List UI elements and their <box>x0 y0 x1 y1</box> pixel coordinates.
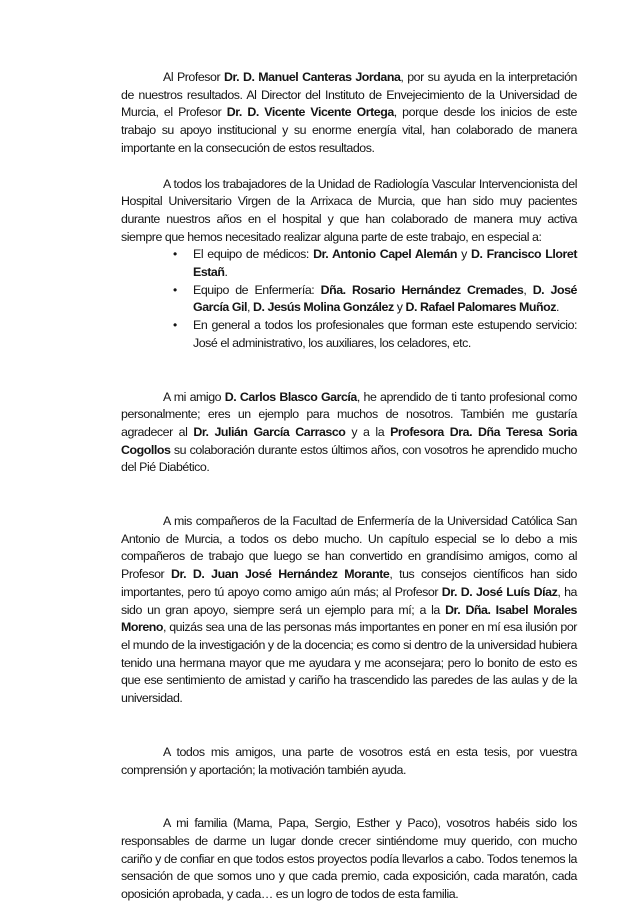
paragraph-radiology-unit: A todos los trabajadores de la Unidad de Radiología Vascular Intervencionista del Hospital Universitario Virgen de la Arrixaca de Murcia, que han sido muy pacientes durante nuestros años en el hospital y que han colaborado de manera muy activa siempre que hemos necesitado realizar alguna parte de este trabajo, en especial a: <box>121 176 577 244</box>
list-item-general-staff: • En general a todos los profesionales que forman este estupendo servicio: José el administrativo, los auxiliares, los celadores, etc. <box>193 317 577 352</box>
paragraph-friends: A todos mis amigos, una parte de vosotros está en esta tesis, por vuestra comprensión y aportación; la motivación también ayuda. <box>121 744 577 777</box>
name-manuel-canteras: Dr. D. Manuel Canteras Jordana <box>224 70 401 84</box>
radiology-team-list <box>121 246 577 352</box>
paragraph-faculty-colleagues: A mis compañeros de la Facultad de Enfermería de la Universidad Católica San Antonio de Murcia, a todos os debo mucho. Un capítulo especial se lo debo a mis compañeros de trabajo que luego se han convertido en grandísimo amigos, como al Profesor Dr. D. Juan José Hernández Morante, tus consejos científicos han sido importantes, pero tú apoyo como amigo aún más; al Profesor Dr. D. José Luís Díaz, ha sido un gran apoyo, siempre será un ejemplo para mí; a la Dr. Dña. Isabel Morales Moreno, quizás sea una de las personas más importantes en poner en mí esa ilusión por el mundo de la investigación y de la docencia; es como si dentro de la universidad hubiera tenido una hermana mayor que me ayudara y me aconsejara; pero lo bonito de esto es que ese sentimiento de amistad y cariño ha trascendido las paredes de las aulas y de la universidad. <box>121 514 577 706</box>
list-item-nursing: • Equipo de Enfermería: Dña. Rosario Hernández Cremades, D. José García Gil, D. Jesús Molina González y D. Rafael Palomares Muñoz. <box>193 282 577 317</box>
list-item-doctors: • El equipo de médicos: Dr. Antonio Capel Alemán y D. Francisco Lloret Estañ. <box>193 246 577 281</box>
paragraph-family: A mi familia (Mama, Papa, Sergio, Esther y Paco), vosotros habéis sido los responsables de darme un lugar donde crecer sintiéndome muy querido, con mucho cariño y de confiar en que todos estos proyectos podía llevarlos a cabo. Todos tenemos la sensación de que somos uno y que cada premio, cada exposición, cada maratón, cada oposición aprobada, y cada… es un logro de todos de esta familia. <box>121 816 577 902</box>
acknowledgements-page <box>121 69 577 904</box>
paragraph-friend-carlos: A mi amigo D. Carlos Blasco García, he aprendido de ti tanto profesional como personalmente; eres un ejemplo para muchos de nosotros. También me gustaría agradecer al Dr. Julián García Carrasco y a la Profesora Dra. Dña Teresa Soria Cogollos su colaboración durante estos últimos años, con vosotros he aprendido mucho del Pié Diabético. <box>121 389 577 475</box>
name-vicente-vicente: Dr. D. Vicente Vicente Ortega <box>226 105 394 120</box>
paragraph-statistics-director: Al Profesor Dr. D. Manuel Canteras Jordana, por su ayuda en la interpretación de nuestros resultados. Al Director del Instituto de Envejecimiento de la Universidad de Murcia, el Profesor Dr. D. Vicente Vicente Ortega, porque desde los inicios de este trabajo su apoyo institucional y su enorme energía vital, han colaborado de manera importante en la consecución de estos resultados. <box>121 70 577 155</box>
